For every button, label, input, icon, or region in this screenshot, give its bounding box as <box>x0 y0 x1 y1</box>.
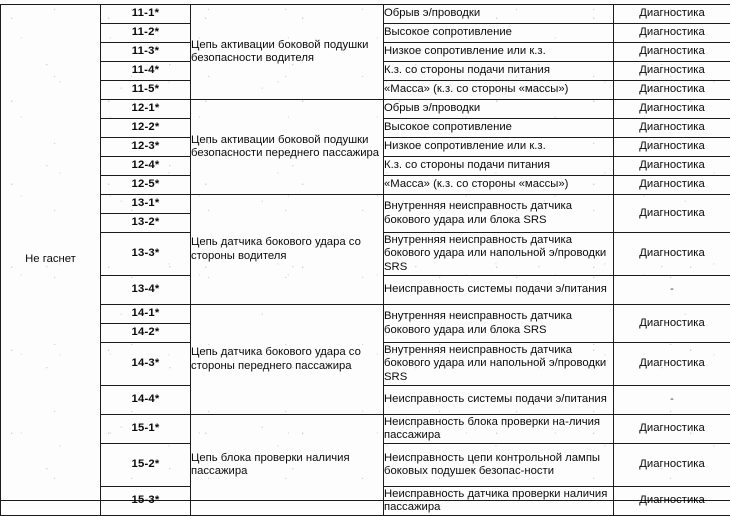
action-cell: Диагностика <box>614 138 730 157</box>
fault-description-cell: «Масса» (к.з. со стороны «массы») <box>384 176 614 195</box>
action-cell: Диагностика <box>614 43 730 62</box>
table-row <box>1 195 730 214</box>
action-cell: Диагностика <box>614 157 730 176</box>
fault-code-cell: 14-1* <box>101 305 191 324</box>
action-cell: Диагностика <box>614 81 730 100</box>
lamp-state-cell <box>1 5 101 516</box>
fault-code-cell: 15-2* <box>101 444 191 487</box>
action-cell: - <box>614 276 730 305</box>
fault-description-cell: Внутренняя неисправность датчика бокового удара или напольной э/проводки SRS <box>384 233 614 276</box>
fault-description-cell: Внутренняя неисправность датчика бокового удара или блока SRS <box>384 195 614 233</box>
fault-description-cell: «Масса» (к.з. со стороны «массы») <box>384 81 614 100</box>
fault-code-table <box>0 4 730 516</box>
fault-code-cell: 12-3* <box>101 138 191 157</box>
fault-code-cell: 12-2* <box>101 119 191 138</box>
fault-description-cell: К.з. со стороны подачи питания <box>384 157 614 176</box>
circuit-name-cell: Цепь активации боковой подушки безопасности переднего пассажира <box>191 100 384 195</box>
fault-code-cell: 14-2* <box>101 324 191 343</box>
fault-description-cell: Обрыв э/проводки <box>384 5 614 24</box>
fault-description-cell: Неисправность датчика проверки наличия пассажира <box>384 487 614 516</box>
fault-description-cell: Низкое сопротивление или к.з. <box>384 43 614 62</box>
fault-code-cell: 11-3* <box>101 43 191 62</box>
fault-description-cell: Неисправность цепи контрольной лампы боковых подушек безопас-ности <box>384 444 614 487</box>
fault-code-cell: 11-2* <box>101 24 191 43</box>
fault-description-cell: Неисправность блока проверки на-личия пассажира <box>384 415 614 444</box>
action-cell: Диагностика <box>614 444 730 487</box>
fault-code-cell: 11-5* <box>101 81 191 100</box>
fault-code-cell: 13-4* <box>101 276 191 305</box>
action-cell: Диагностика <box>614 305 730 343</box>
action-cell: Диагностика <box>614 233 730 276</box>
fault-code-cell: 13-2* <box>101 214 191 233</box>
action-cell: Диагностика <box>614 195 730 233</box>
circuit-name-cell: Цепь датчика бокового удара со стороны водителя <box>191 195 384 305</box>
fault-code-cell: 14-3* <box>101 343 191 386</box>
fault-description-cell: Внутренняя неисправность датчика бокового удара или блока SRS <box>384 305 614 343</box>
action-cell: - <box>614 386 730 415</box>
table-row <box>1 305 730 324</box>
circuit-name-cell: Цепь активации боковой подушки безопасности водителя <box>191 5 384 100</box>
fault-code-cell: 15-3* <box>101 487 191 516</box>
action-cell: Диагностика <box>614 62 730 81</box>
lamp-state-label: Не гаснет <box>25 253 76 265</box>
action-cell: Диагностика <box>614 415 730 444</box>
fault-code-cell: 12-1* <box>101 100 191 119</box>
circuit-name-cell: Цепь блока проверки наличия пассажира <box>191 415 384 516</box>
fault-code-cell: 13-1* <box>101 195 191 214</box>
table-row <box>1 415 730 444</box>
fault-code-table-body <box>1 5 730 516</box>
table-row <box>1 5 730 24</box>
fault-description-cell: К.з. со стороны подачи питания <box>384 62 614 81</box>
table-row <box>1 100 730 119</box>
fault-code-cell: 15-1* <box>101 415 191 444</box>
fault-description-cell: Высокое сопротивление <box>384 24 614 43</box>
action-cell: Диагностика <box>614 24 730 43</box>
fault-code-cell: 12-5* <box>101 176 191 195</box>
fault-description-cell: Высокое сопротивление <box>384 119 614 138</box>
fault-description-cell: Обрыв э/проводки <box>384 100 614 119</box>
fault-description-cell: Неисправность системы подачи э/питания <box>384 386 614 415</box>
fault-code-cell: 13-3* <box>101 233 191 276</box>
fault-description-cell: Низкое сопротивление или к.з. <box>384 138 614 157</box>
action-cell: Диагностика <box>614 487 730 516</box>
action-cell: Диагностика <box>614 119 730 138</box>
fault-code-cell: 12-4* <box>101 157 191 176</box>
fault-code-cell: 11-4* <box>101 62 191 81</box>
fault-description-cell: Неисправность системы подачи э/питания <box>384 276 614 305</box>
action-cell: Диагностика <box>614 100 730 119</box>
fault-code-cell: 14-4* <box>101 386 191 415</box>
action-cell: Диагностика <box>614 5 730 24</box>
circuit-name-cell: Цепь датчика бокового удара со стороны переднего пассажира <box>191 305 384 415</box>
fault-code-cell: 11-1* <box>101 5 191 24</box>
action-cell: Диагностика <box>614 343 730 386</box>
fault-description-cell: Внутренняя неисправность датчика бокового удара или напольной э/проводки SRS <box>384 343 614 386</box>
action-cell: Диагностика <box>614 176 730 195</box>
